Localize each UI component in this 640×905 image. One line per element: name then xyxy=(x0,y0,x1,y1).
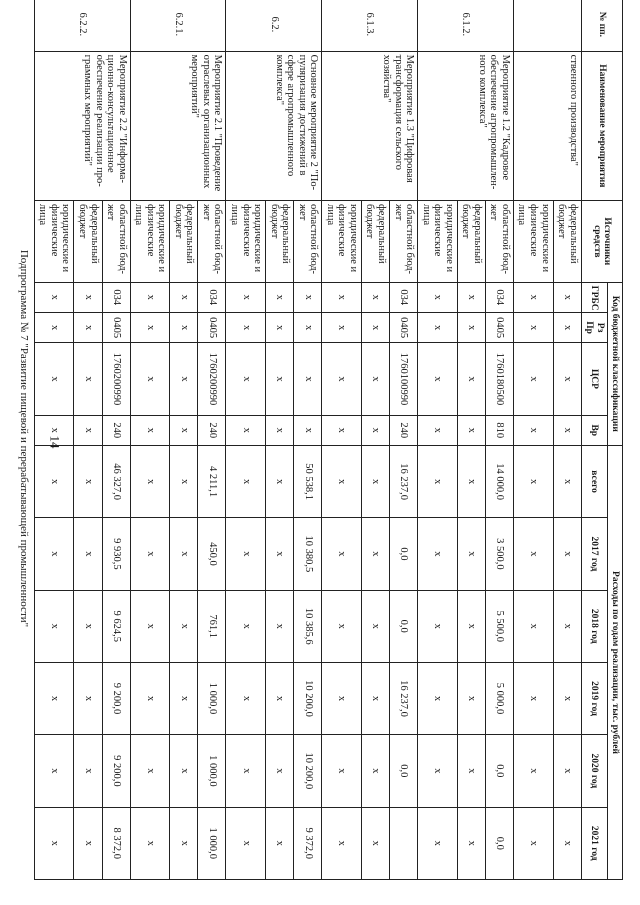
header-budget-group: Код бюджетной классификации xyxy=(607,282,622,445)
year-value: x xyxy=(457,518,485,590)
year-value: x xyxy=(266,807,294,880)
grbs-code: x xyxy=(34,282,74,312)
funding-source: юридические и физические лица xyxy=(513,200,553,282)
year-value: x xyxy=(226,590,266,662)
rz-code: x xyxy=(130,312,170,342)
vr-code: x xyxy=(34,415,74,445)
rz-code: x xyxy=(74,312,102,342)
table-row xyxy=(102,0,130,880)
year-value xyxy=(390,807,418,880)
funding-source: областной бюд-жет xyxy=(294,200,322,282)
year-value: x xyxy=(418,590,458,662)
grbs-code: 034 xyxy=(485,282,513,312)
grbs-code: x xyxy=(457,282,485,312)
total-value: x xyxy=(513,445,553,517)
year-value: x xyxy=(130,807,170,880)
year-value: x xyxy=(34,807,74,880)
measure-name: ственного производства" xyxy=(513,51,581,200)
year-value: 10 385,6 xyxy=(294,590,322,662)
year-value: 16 237,0 xyxy=(390,662,418,734)
header-year: 2021 год xyxy=(581,807,607,880)
grbs-code: x xyxy=(322,282,362,312)
funding-source: федеральный бюджет xyxy=(361,200,389,282)
year-value: x xyxy=(226,662,266,734)
total-value: x xyxy=(266,445,294,517)
grbs-code: x xyxy=(130,282,170,312)
vr-code: x xyxy=(513,415,553,445)
rz-code: x xyxy=(513,312,553,342)
year-value: 761,1 xyxy=(198,590,226,662)
rz-code: x xyxy=(226,312,266,342)
year-value: x xyxy=(130,662,170,734)
year-value: x xyxy=(74,518,102,590)
measure-name: Мероприятие 2.1 "Проведение отраслевых организационных мероприятий" xyxy=(130,51,226,200)
document-body xyxy=(17,0,623,890)
grbs-code: x xyxy=(294,282,322,312)
year-value: x xyxy=(170,735,198,807)
year-value: x xyxy=(513,518,553,590)
year-value: 9 200,0 xyxy=(102,662,130,734)
csr-code: x xyxy=(130,343,170,415)
measure-name: Мероприятие 2.2 "Информа-ционно-консультационное обеспечение реализации про-граммных мероприятий" xyxy=(34,51,130,200)
funding-source: областной бюд-жет xyxy=(198,200,226,282)
year-value: x xyxy=(361,590,389,662)
subprogram-title: Подпрограмма № 7 "Развитие пищевой и перерабатывающей промышленности" xyxy=(17,249,30,628)
header-year: 2019 год xyxy=(581,662,607,734)
vr-code: x xyxy=(266,415,294,445)
vr-code: 240 xyxy=(390,415,418,445)
csr-code: x xyxy=(34,343,74,415)
page-number: 14 xyxy=(47,435,63,449)
row-number: 6.2.2. xyxy=(34,0,130,51)
year-value: x xyxy=(266,662,294,734)
total-value: 14 000,0 xyxy=(485,445,513,517)
total-value: 4 211,1 xyxy=(198,445,226,517)
vr-code: 810 xyxy=(485,415,513,445)
csr-code: 1760100990 xyxy=(390,343,418,415)
header-name: Наименование мероприятия xyxy=(581,51,622,200)
funding-source: федеральный бюджет xyxy=(170,200,198,282)
year-value: 10 200,0 xyxy=(294,735,322,807)
year-value: x xyxy=(361,662,389,734)
year-value: x xyxy=(457,807,485,880)
year-value: 0,0 xyxy=(485,735,513,807)
vr-code: x xyxy=(294,415,322,445)
funding-source: федеральный бюджет xyxy=(74,200,102,282)
year-value: 8 372,0 xyxy=(102,807,130,880)
year-value: x xyxy=(457,590,485,662)
rz-code: x xyxy=(553,312,581,342)
grbs-code: 034 xyxy=(198,282,226,312)
year-value: 9 624,5 xyxy=(102,590,130,662)
year-value: x xyxy=(226,807,266,880)
year-value: x xyxy=(361,807,389,880)
grbs-code: x xyxy=(266,282,294,312)
rz-code: x xyxy=(170,312,198,342)
rz-code: x xyxy=(294,312,322,342)
vr-code: x xyxy=(322,415,362,445)
year-value: x xyxy=(170,518,198,590)
row-number: 6.2. xyxy=(226,0,322,51)
year-value: x xyxy=(74,807,102,880)
csr-code: 1760200990 xyxy=(198,343,226,415)
year-value: x xyxy=(170,662,198,734)
year-value: x xyxy=(170,807,198,880)
year-value: x xyxy=(266,518,294,590)
funding-source: юридические и физические лица xyxy=(322,200,362,282)
csr-code: 1760180500 xyxy=(485,343,513,415)
year-value: x xyxy=(322,807,362,880)
header-expenses-group: Расходы по годам реализации, тыс. рублей xyxy=(607,445,622,879)
total-value: x xyxy=(34,445,74,517)
rz-code: x xyxy=(361,312,389,342)
year-value: x xyxy=(226,735,266,807)
total-value: x xyxy=(170,445,198,517)
year-value: x xyxy=(130,735,170,807)
year-value: x xyxy=(457,735,485,807)
csr-code: x xyxy=(322,343,362,415)
total-value: x xyxy=(130,445,170,517)
total-value: x xyxy=(322,445,362,517)
year-value: x xyxy=(130,518,170,590)
measure-name: Мероприятие 1.2 "Кадровое обеспечение агропромышлен-ного комплекса" xyxy=(418,51,514,200)
year-value: x xyxy=(513,662,553,734)
header-vr: Вр xyxy=(581,415,607,445)
csr-code: x xyxy=(457,343,485,415)
row-number: 6.2.1. xyxy=(130,0,226,51)
year-value: x xyxy=(513,807,553,880)
year-value: x xyxy=(226,518,266,590)
header-year: 2017 год xyxy=(581,518,607,590)
year-value: x xyxy=(322,735,362,807)
year-value: x xyxy=(418,735,458,807)
grbs-code: x xyxy=(418,282,458,312)
rz-code: 0405 xyxy=(485,312,513,342)
year-value: x xyxy=(322,662,362,734)
year-value: x xyxy=(74,735,102,807)
grbs-code: x xyxy=(74,282,102,312)
funding-source: юридические и физические лица xyxy=(130,200,170,282)
header-year: 2018 год xyxy=(581,590,607,662)
rz-code: x xyxy=(34,312,74,342)
vr-code: 240 xyxy=(198,415,226,445)
csr-code: x xyxy=(418,343,458,415)
header-num: № пп. xyxy=(581,0,622,51)
rz-code: x xyxy=(266,312,294,342)
vr-code: x xyxy=(226,415,266,445)
table-row xyxy=(390,0,418,880)
year-value: x xyxy=(266,590,294,662)
rz-code: 0405 xyxy=(390,312,418,342)
vr-code: x xyxy=(418,415,458,445)
row-number: 6.1.3. xyxy=(322,0,418,51)
grbs-code: x xyxy=(170,282,198,312)
header-year: 2020 год xyxy=(581,735,607,807)
year-value: 0,0 xyxy=(390,518,418,590)
vr-code: x xyxy=(361,415,389,445)
year-value: x xyxy=(34,735,74,807)
table-body xyxy=(34,0,581,880)
measure-name: Мероприятие 1.3 "Цифровая трансформация сельского хозяйства" xyxy=(322,51,418,200)
year-value: 450,0 xyxy=(198,518,226,590)
header-rz: Рз Пр xyxy=(581,312,607,342)
grbs-code: 034 xyxy=(390,282,418,312)
year-value: 10 200,0 xyxy=(294,662,322,734)
year-value: x xyxy=(34,590,74,662)
row-number: 6.1.2. xyxy=(418,0,514,51)
year-value: x xyxy=(170,590,198,662)
grbs-code: x xyxy=(553,282,581,312)
header-total: всего xyxy=(581,445,607,517)
csr-code: x xyxy=(266,343,294,415)
year-value: x xyxy=(513,735,553,807)
funding-source: юридические и физические лица xyxy=(226,200,266,282)
vr-code: x xyxy=(170,415,198,445)
year-value: x xyxy=(34,518,74,590)
csr-code: x xyxy=(553,343,581,415)
csr-code: x xyxy=(226,343,266,415)
total-value: x xyxy=(74,445,102,517)
year-value: 0,0 xyxy=(390,735,418,807)
header-grbs: ГРБС xyxy=(581,282,607,312)
year-value: x xyxy=(553,735,581,807)
year-value: 5 500,0 xyxy=(485,590,513,662)
year-value: x xyxy=(322,518,362,590)
year-value: x xyxy=(513,590,553,662)
year-value: x xyxy=(130,590,170,662)
header-csr: ЦСР xyxy=(581,343,607,415)
year-value: x xyxy=(74,590,102,662)
year-value: x xyxy=(34,662,74,734)
year-value: x xyxy=(361,518,389,590)
total-value: 46 327,0 xyxy=(102,445,130,517)
year-value: 9 930,5 xyxy=(102,518,130,590)
header-source: Источники средств xyxy=(581,200,622,282)
year-value: x xyxy=(266,735,294,807)
row-number xyxy=(513,0,581,51)
grbs-code: x xyxy=(226,282,266,312)
year-value: 5 000,0 xyxy=(485,662,513,734)
table-row xyxy=(553,0,581,880)
year-value: 0,0 xyxy=(485,807,513,880)
csr-code: 1760200990 xyxy=(102,343,130,415)
measure-name: Основное мероприятие 2 "По-пуляризация достижений в сфере агропромышленного комплекса" xyxy=(226,51,322,200)
vr-code: x xyxy=(553,415,581,445)
year-value: x xyxy=(553,807,581,880)
table-row xyxy=(294,0,322,880)
year-value: x xyxy=(322,590,362,662)
year-value: x xyxy=(418,518,458,590)
rz-code: x xyxy=(418,312,458,342)
csr-code: x xyxy=(513,343,553,415)
rz-code: 0405 xyxy=(198,312,226,342)
rz-code: x xyxy=(322,312,362,342)
csr-code: x xyxy=(294,343,322,415)
csr-code: x xyxy=(74,343,102,415)
year-value: x xyxy=(361,735,389,807)
budget-table xyxy=(16,0,623,880)
csr-code: x xyxy=(361,343,389,415)
rz-code: x xyxy=(457,312,485,342)
year-value: x xyxy=(553,518,581,590)
funding-source: юридические и физические лица xyxy=(418,200,458,282)
year-value: x xyxy=(418,807,458,880)
vr-code: x xyxy=(457,415,485,445)
year-value: 3 500,0 xyxy=(485,518,513,590)
total-value: x xyxy=(457,445,485,517)
table-row xyxy=(485,0,513,880)
funding-source: областной бюд-жет xyxy=(485,200,513,282)
funding-source: федеральный бюджет xyxy=(457,200,485,282)
grbs-code: 034 xyxy=(102,282,130,312)
year-value: 9 200,0 xyxy=(102,735,130,807)
total-value: x xyxy=(226,445,266,517)
total-value: 50 538,1 xyxy=(294,445,322,517)
total-value: x xyxy=(361,445,389,517)
rotated-page xyxy=(17,0,623,890)
year-value: 1 000,0 xyxy=(198,807,226,880)
funding-source: федеральный бюджет xyxy=(553,200,581,282)
year-value: 10 380,5 xyxy=(294,518,322,590)
rz-code: 0405 xyxy=(102,312,130,342)
vr-code: 240 xyxy=(102,415,130,445)
funding-source: областной бюд-жет xyxy=(390,200,418,282)
vr-code: x xyxy=(74,415,102,445)
funding-source: областной бюд-жет xyxy=(102,200,130,282)
total-value: 16 237,0 xyxy=(390,445,418,517)
year-value: x xyxy=(418,662,458,734)
year-value: x xyxy=(553,662,581,734)
funding-source: юридические и физические лица xyxy=(34,200,74,282)
grbs-code: x xyxy=(361,282,389,312)
year-value: 9 372,0 xyxy=(294,807,322,880)
year-value: 0,0 xyxy=(390,590,418,662)
total-value: x xyxy=(418,445,458,517)
csr-code: x xyxy=(170,343,198,415)
year-value: x xyxy=(553,590,581,662)
year-value: 1 000,0 xyxy=(198,662,226,734)
year-value: x xyxy=(457,662,485,734)
vr-code: x xyxy=(130,415,170,445)
table-row xyxy=(198,0,226,880)
grbs-code: x xyxy=(513,282,553,312)
total-value: x xyxy=(553,445,581,517)
year-value: 1 000,0 xyxy=(198,735,226,807)
funding-source: федеральный бюджет xyxy=(266,200,294,282)
year-value: x xyxy=(74,662,102,734)
